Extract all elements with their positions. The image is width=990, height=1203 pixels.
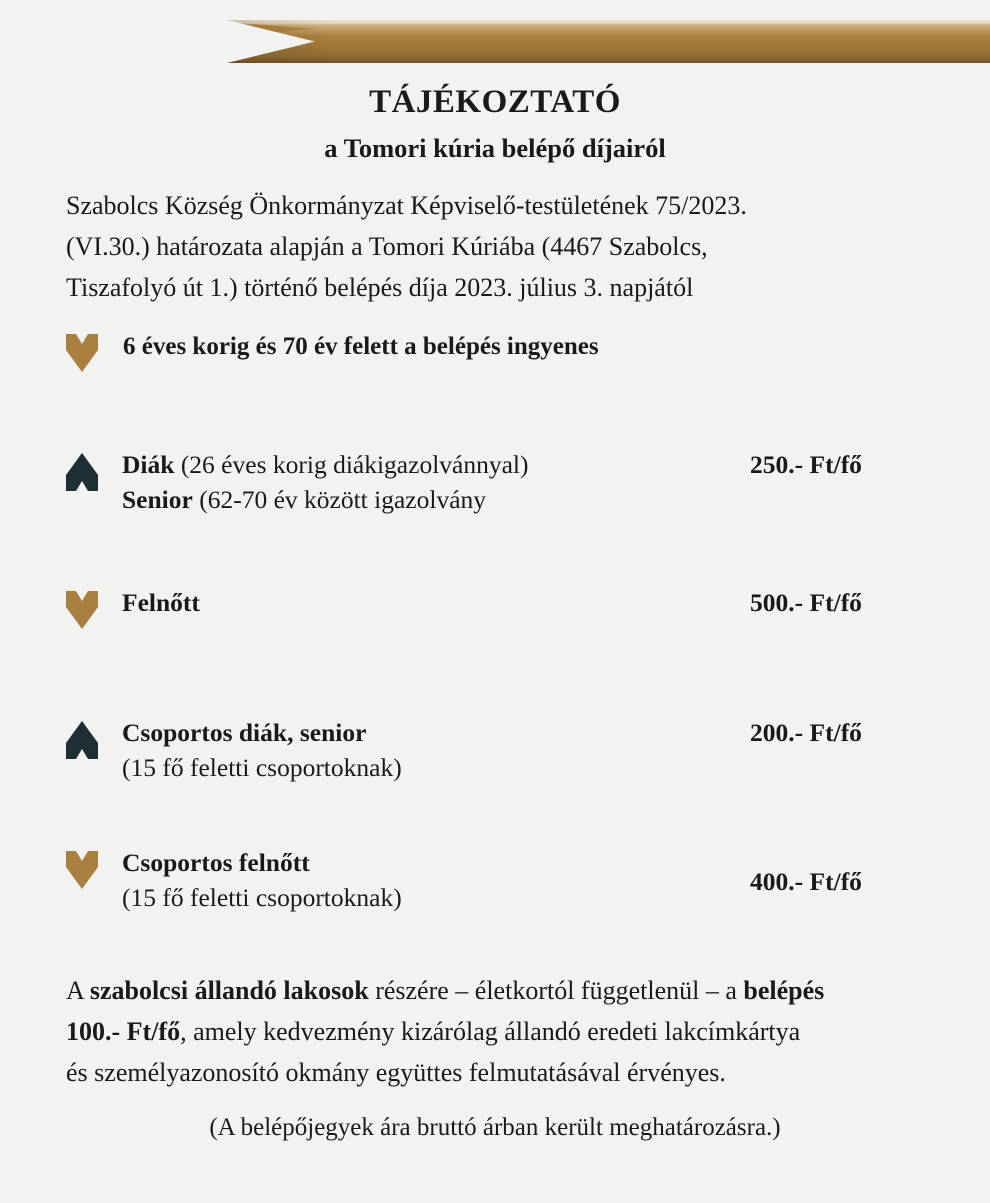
chevron-down-icon bbox=[64, 589, 100, 631]
price-row-line-1 bbox=[122, 585, 686, 620]
footer-note-line-1 bbox=[66, 970, 924, 1011]
price-row-line-1-bold: Csoportos felnőtt bbox=[122, 848, 310, 877]
price-row-line-2: (15 fő feletti csoportoknak) bbox=[122, 753, 402, 782]
free-entry-row bbox=[64, 332, 924, 374]
footer-l1-c: részére – életkortól függetlenül – a bbox=[368, 976, 744, 1005]
price-row-line-1-bold: Diák bbox=[122, 450, 175, 479]
ribbon-shape bbox=[227, 20, 990, 63]
footer-note-line-2 bbox=[66, 1011, 924, 1052]
price-row-line-1-rest: (26 éves korig diákigazolvánnyal) bbox=[174, 450, 529, 479]
footer-l2-b: , amely kedvezmény kizárólag állandó eredeti lakcímkártya bbox=[180, 1017, 801, 1046]
price-row-line-1 bbox=[122, 715, 686, 750]
chevron-up-icon bbox=[64, 451, 100, 493]
page-title: TÁJÉKOZTATÓ bbox=[369, 84, 621, 120]
footer-l1-a: A bbox=[66, 976, 90, 1005]
price-row-line-1 bbox=[122, 845, 686, 880]
footer-l1-bold-entry: belépés bbox=[743, 976, 825, 1005]
page-subtitle: a Tomori kúria belépő díjairól bbox=[324, 133, 666, 163]
price-row-csoportos-felnott bbox=[64, 845, 926, 915]
chevron-down-icon bbox=[64, 332, 100, 374]
price-amount: 500.- Ft/fő bbox=[750, 588, 862, 617]
price-amount: 250.- Ft/fő bbox=[750, 450, 862, 479]
price-row-description bbox=[122, 447, 686, 517]
price-row-diak-senior bbox=[64, 447, 926, 517]
price-amount: 200.- Ft/fő bbox=[750, 718, 862, 747]
footer-note-line-3: és személyazonosító okmány együttes felmutatásával érvényes. bbox=[66, 1058, 726, 1087]
price-row-line-1-bold: Csoportos diák, senior bbox=[122, 718, 367, 747]
price-amount: 400.- Ft/fő bbox=[750, 867, 862, 896]
price-row-line-2-rest: (62-70 év között igazolvány bbox=[192, 485, 487, 514]
footer-l1-bold-residents: szabolcsi állandó lakosok bbox=[89, 976, 369, 1005]
price-row-description bbox=[122, 715, 686, 785]
free-entry-label: 6 éves korig és 70 év felett a belépés ingyenes bbox=[123, 333, 599, 360]
intro-line-2: (VI.30.) határozata alapján a Tomori Kúriába (4467 Szabolcs, bbox=[66, 232, 708, 261]
price-row-csoportos-diak-senior bbox=[64, 715, 926, 785]
price-row-description bbox=[122, 845, 686, 915]
price-row-felnott bbox=[64, 585, 926, 631]
header-ribbon-banner bbox=[227, 20, 990, 63]
price-row-line-1 bbox=[122, 447, 686, 482]
chevron-up-icon bbox=[64, 719, 100, 761]
price-row-line-2-bold: Senior bbox=[122, 485, 193, 514]
chevron-down-icon bbox=[64, 849, 100, 891]
resident-discount-note bbox=[66, 970, 924, 1093]
intro-line-1: Szabolcs Község Önkormányzat Képviselő-testületének 75/2023. bbox=[66, 191, 747, 220]
price-row-description bbox=[122, 585, 686, 620]
intro-line-3: Tiszafolyó út 1.) történő belépés díja 2023. július 3. napjától bbox=[66, 273, 694, 302]
price-row-line-2: (15 fő feletti csoportoknak) bbox=[122, 883, 402, 912]
price-row-line-2 bbox=[122, 482, 686, 517]
price-row-line-1-bold: Felnőtt bbox=[122, 588, 200, 617]
intro-paragraph bbox=[66, 185, 922, 308]
footer-l2-bold-price: 100.- Ft/fő bbox=[66, 1017, 181, 1046]
gross-price-note: (A belépőjegyek ára bruttó árban került meghatározásra.) bbox=[209, 1114, 781, 1141]
